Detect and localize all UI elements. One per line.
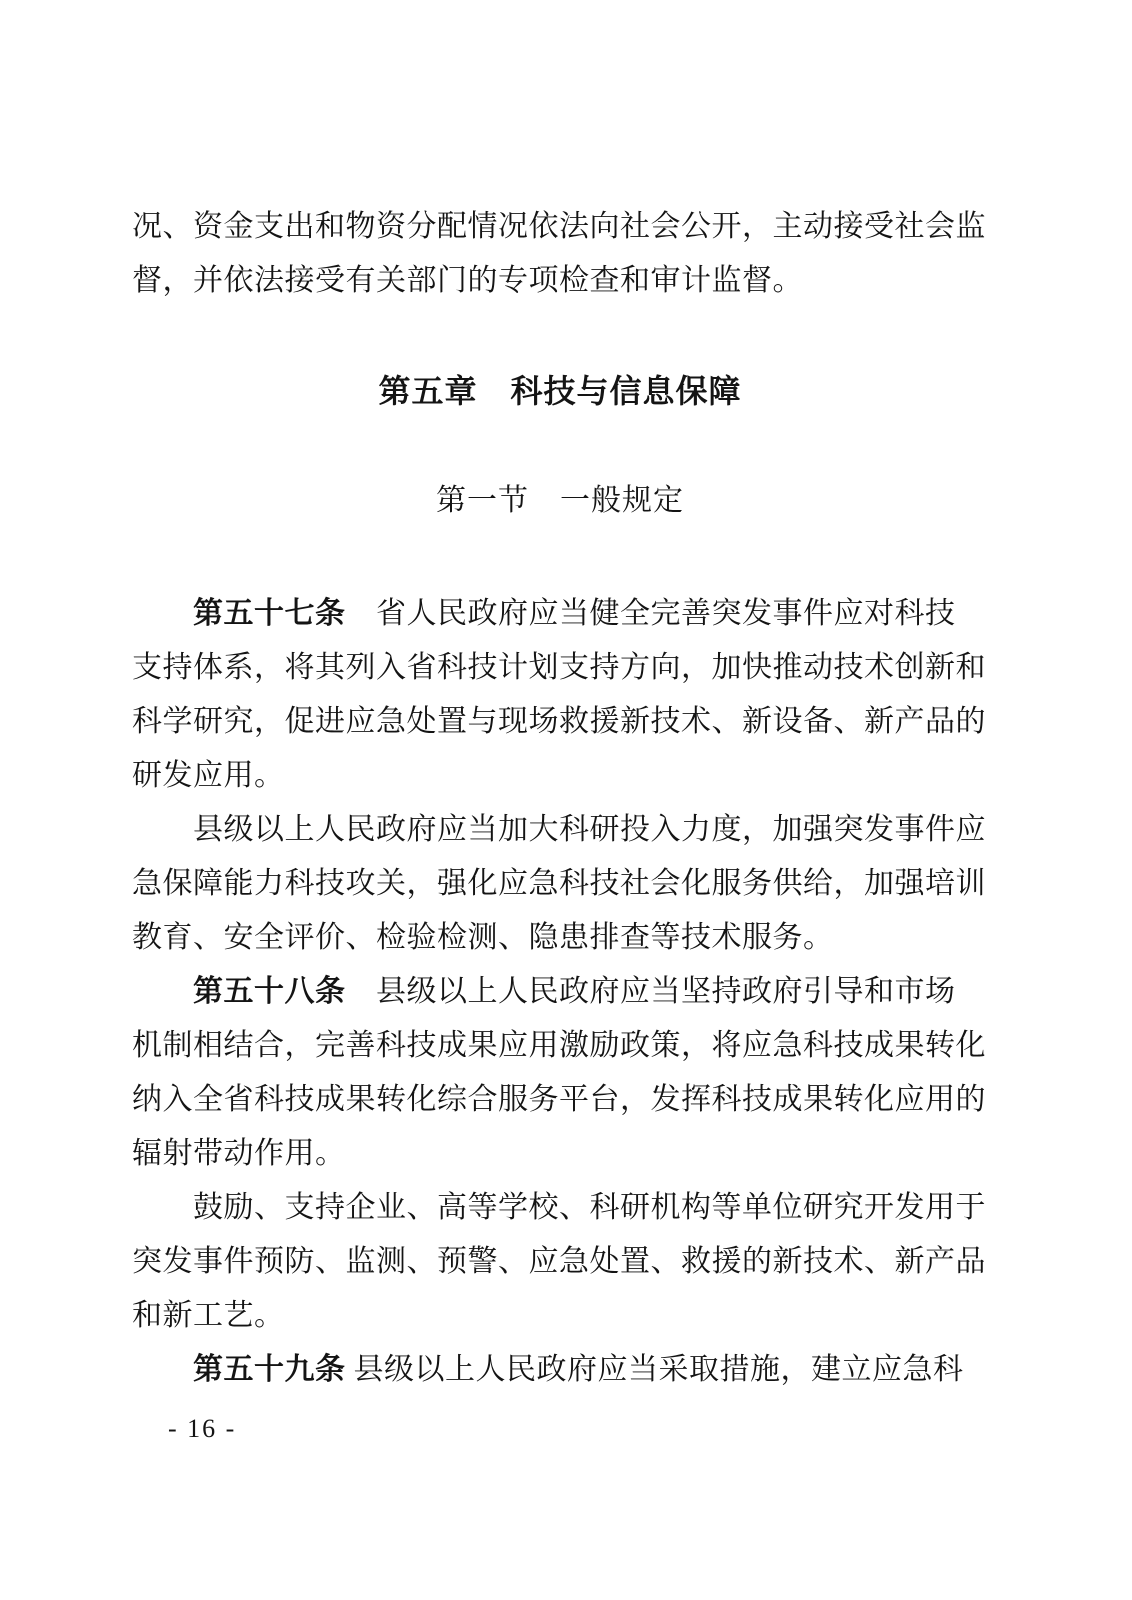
line-text: 辐射带动作用。 — [132, 1137, 346, 1170]
intro-paragraph — [132, 0, 988, 308]
text-line — [132, 1127, 988, 1181]
section-heading: 第一节 一般规定 — [436, 484, 684, 517]
text-line — [132, 965, 988, 1019]
text-line — [132, 749, 988, 803]
text-line — [132, 1289, 988, 1343]
line-text: 县级以上人民政府应当坚持政府引导和市场 — [345, 975, 956, 1008]
line-text: 机制相结合，完善科技成果应用激励政策，将应急科技成果转化 — [132, 1029, 986, 1062]
line-text: 支持体系，将其列入省科技计划支持方向，加快推动技术创新和 — [132, 651, 986, 684]
text-line — [132, 857, 988, 911]
text-line — [132, 1343, 988, 1397]
article-number: 第五十七条 — [193, 597, 346, 630]
text-line — [132, 587, 988, 641]
line-text: 县级以上人民政府应当采取措施，建立应急科 — [345, 1353, 964, 1386]
text-line — [132, 641, 988, 695]
line-text: 鼓励、支持企业、高等学校、科研机构等单位研究开发用于 — [193, 1191, 986, 1224]
line-text: 教育、安全评价、检验检测、隐患排查等技术服务。 — [132, 921, 834, 954]
text-line — [132, 911, 988, 965]
text-line — [132, 1019, 988, 1073]
text-line — [132, 254, 988, 308]
text-line — [132, 695, 988, 749]
line-text: 督，并依法接受有关部门的专项检查和审计监督。 — [132, 264, 803, 297]
articles-block — [132, 587, 988, 1397]
document-body — [132, 0, 988, 1397]
text-line — [132, 200, 988, 254]
article-number: 第五十九条 — [193, 1353, 346, 1386]
line-text: 纳入全省科技成果转化综合服务平台，发挥科技成果转化应用的 — [132, 1083, 986, 1116]
line-text: 省人民政府应当健全完善突发事件应对科技 — [345, 597, 956, 630]
text-line — [132, 1235, 988, 1289]
article-number: 第五十八条 — [193, 975, 346, 1008]
page-number: - 16 - — [168, 1414, 237, 1443]
text-line — [132, 1073, 988, 1127]
text-line — [132, 1181, 988, 1235]
line-text: 研发应用。 — [132, 759, 285, 792]
line-text: 县级以上人民政府应当加大科研投入力度，加强突发事件应 — [193, 813, 986, 846]
line-text: 况、资金支出和物资分配情况依法向社会公开，主动接受社会监 — [132, 210, 986, 243]
line-text: 急保障能力科技攻关，强化应急科技社会化服务供给，加强培训 — [132, 867, 986, 900]
text-line — [132, 803, 988, 857]
line-text: 和新工艺。 — [132, 1299, 285, 1332]
chapter-heading: 第五章 科技与信息保障 — [378, 373, 742, 409]
line-text: 科学研究，促进应急处置与现场救援新技术、新设备、新产品的 — [132, 705, 986, 738]
line-text: 突发事件预防、监测、预警、应急处置、救援的新技术、新产品 — [132, 1245, 986, 1278]
